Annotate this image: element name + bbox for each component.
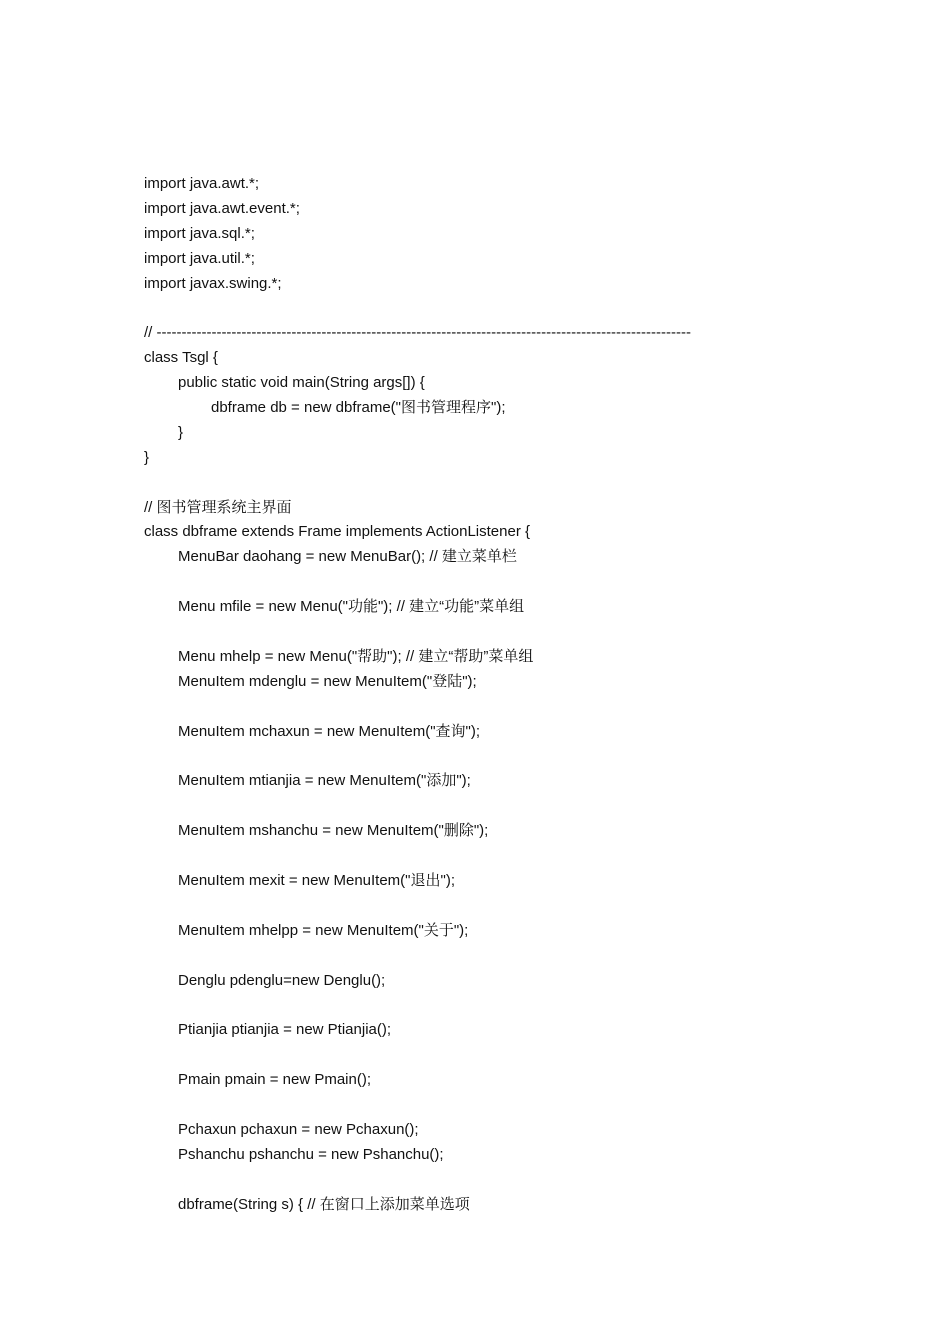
code-line: import java.util.*;	[144, 249, 255, 267]
code-line: import java.sql.*;	[144, 224, 255, 242]
code-line: import java.awt.event.*;	[144, 199, 300, 217]
code-line: MenuItem mtianjia = new MenuItem("添加");	[178, 772, 471, 790]
code-line: Pmain pmain = new Pmain();	[178, 1071, 371, 1089]
code-line: import java.awt.*;	[144, 175, 260, 192]
blank-line	[144, 1093, 904, 1118]
blank-line	[144, 1168, 904, 1193]
code-listing	[144, 172, 904, 1217]
blank-line	[144, 620, 904, 645]
blank-line	[144, 570, 904, 595]
code-line: MenuBar daohang = new MenuBar(); // 建立菜单栏	[178, 548, 517, 566]
code-line: dbframe(String s) { // 在窗口上添加菜单选项	[178, 1195, 470, 1213]
code-line: Pchaxun pchaxun = new Pchaxun();	[178, 1120, 419, 1138]
code-line: MenuItem mexit = new MenuItem("退出");	[178, 871, 455, 889]
blank-line	[144, 744, 904, 769]
code-line: }	[144, 448, 150, 466]
code-line: class Tsgl {	[144, 349, 218, 367]
code-line: Ptianjia ptianjia = new Ptianjia();	[178, 1021, 392, 1039]
code-line: Denglu pdenglu=new Denglu();	[178, 971, 386, 989]
blank-line	[144, 894, 904, 919]
code-line: Menu mhelp = new Menu("帮助"); // 建立“帮助”菜单组	[178, 647, 534, 665]
blank-line	[144, 794, 904, 819]
blank-line	[144, 844, 904, 869]
code-line: class dbframe extends Frame implements ActionListener {	[144, 523, 531, 541]
code-line: Pshanchu pshanchu = new Pshanchu();	[178, 1145, 444, 1163]
code-line: MenuItem mchaxun = new MenuItem("查询");	[178, 722, 481, 740]
code-line: import javax.swing.*;	[144, 274, 282, 292]
blank-line	[144, 993, 904, 1018]
code-line: MenuItem mshanchu = new MenuItem("删除");	[178, 822, 489, 840]
code-line: }	[178, 423, 184, 441]
code-line: // -----------------------------------------------------------------------------------------------------------	[144, 324, 691, 342]
code-line: MenuItem mdenglu = new MenuItem("登陆");	[178, 672, 477, 690]
code-line: // 图书管理系统主界面	[144, 498, 292, 516]
code-line: MenuItem mhelpp = new MenuItem("关于");	[178, 921, 469, 939]
code-line: Menu mfile = new Menu("功能"); // 建立“功能”菜单组	[178, 598, 525, 616]
code-line: public static void main(String args[]) {	[178, 374, 425, 392]
blank-line	[144, 944, 904, 969]
blank-line	[144, 695, 904, 720]
blank-line	[144, 471, 904, 496]
blank-line	[144, 296, 904, 321]
code-line: dbframe db = new dbframe("图书管理程序");	[211, 399, 506, 417]
blank-line	[144, 1043, 904, 1068]
